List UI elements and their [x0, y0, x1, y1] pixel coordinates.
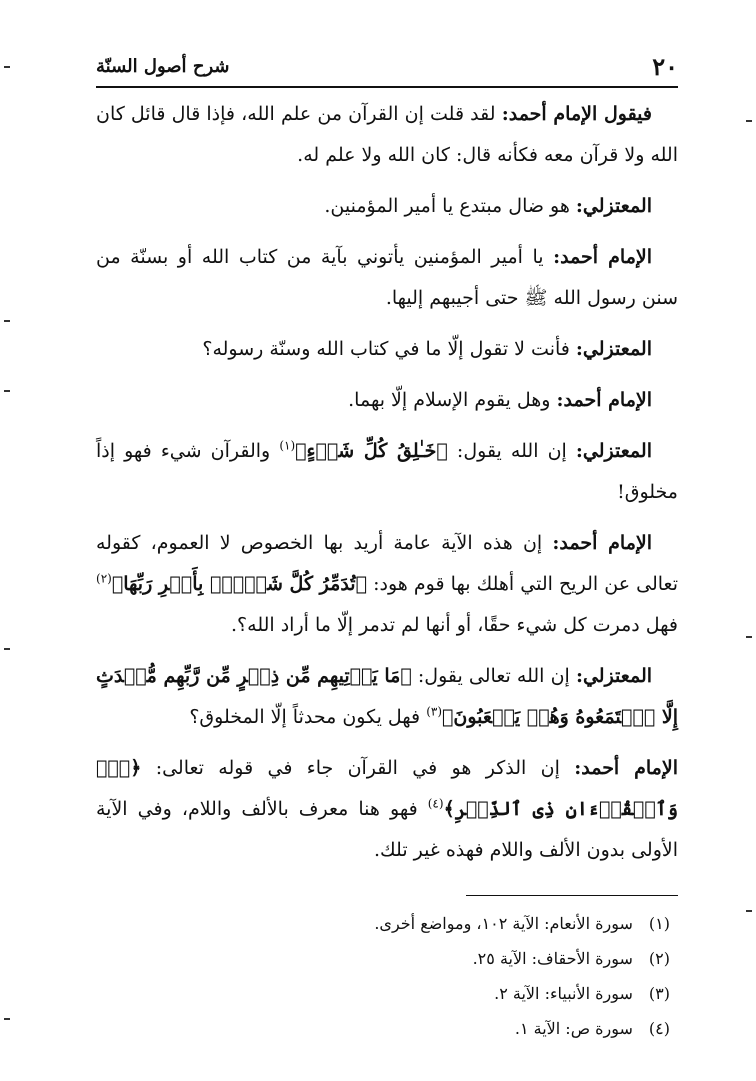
margin-tick: [4, 648, 10, 650]
page-header: [96, 48, 678, 82]
paragraph-text: فهو هنا معرف بالألف واللام، وفي الآية الأولى بدون الألف واللام فهذه غير تلك.: [96, 798, 678, 861]
quran-verse: ﴿صٓۚ وَٱلۡقُرۡءَانِ ذِى ٱلذِّكۡرِ﴾: [96, 757, 678, 820]
margin-tick: [746, 910, 752, 912]
footnote: [96, 976, 678, 1011]
margin-tick: [746, 636, 752, 638]
paragraph-text: إن هذه الآية عامة أريد بها الخصوص لا العموم، كقوله تعالى عن الريح التي أهلك بها قوم هود:: [96, 532, 679, 595]
speaker-label: المعتزلي:: [575, 195, 652, 217]
footnote-rule: [466, 895, 678, 896]
paragraph-text: لقد قلت إن القرآن من علم الله، فإذا قال قائل كان الله ولا قرآن معه فكأنه قال: كان الله ولا علم له.: [96, 103, 678, 166]
speaker-label: الإمام أحمد:: [556, 389, 652, 411]
dialogue-paragraph: [96, 94, 678, 176]
dialogue-paragraph: [96, 431, 678, 513]
page-number: ٢٠: [652, 52, 678, 81]
dialogue-paragraph: [96, 523, 678, 646]
dialogue-paragraph: [96, 329, 678, 370]
margin-tick: [746, 120, 752, 122]
paragraph-text: فهل دمرت كل شيء حقًا، أو أنها لم تدمر إلّا ما أراد الله؟.: [231, 614, 678, 636]
margin-tick: [4, 1018, 10, 1020]
speaker-label: الإمام أحمد:: [552, 532, 652, 554]
footnote: [96, 1011, 678, 1046]
footnote-number: (٣): [648, 984, 670, 1003]
footnote-text: سورة ص: الآية ١.: [514, 1019, 633, 1038]
paragraph-text: إن الذكر هو في القرآن جاء في قوله تعالى:: [155, 757, 560, 779]
paragraph-text: والقرآن شيء فهو إذاً مخلوق!: [96, 440, 678, 503]
footnote-number: (١): [648, 914, 670, 933]
footnote-reference: (٢): [96, 571, 112, 586]
footnote-reference: (١): [279, 438, 296, 453]
speaker-label: فيقول الإمام أحمد:: [501, 103, 653, 125]
margin-tick: [4, 320, 10, 322]
paragraph-text: هو ضال مبتدع يا أمير المؤمنين.: [324, 195, 570, 217]
quran-verse: ﴿تُدَمِّرُ كُلَّ شَىۡءِۭ بِأَمۡرِ رَبِّهَا﴾: [111, 573, 367, 595]
quran-verse: ﴿خَـٰلِقُ كُلِّ شَىۡءٍ﴾: [295, 440, 448, 462]
header-rule: [96, 86, 678, 88]
quran-verse: ﴿مَا يَأۡتِيهِم مِّن ذِكۡرٍ مِّن رَّبِّهِم مُّحۡدَثٍ إِلَّا ٱسۡتَمَعُوهُ وَهُمۡ يَلۡعَبُونَ﴾: [96, 665, 678, 728]
speaker-label: المعتزلي:: [575, 338, 652, 360]
speaker-label: المعتزلي:: [575, 440, 652, 462]
footnote-number: (٢): [648, 949, 670, 968]
margin-tick: [4, 390, 10, 392]
footnote-text: سورة الأنبياء: الآية ٢.: [494, 984, 633, 1003]
footnote-reference: (٣): [426, 704, 443, 719]
dialogue-paragraph: [96, 237, 678, 319]
speaker-label: المعتزلي:: [575, 665, 653, 687]
dialogue-body: [96, 94, 678, 871]
paragraph-text: وهل يقوم الإسلام إلّا بهما.: [348, 389, 551, 411]
speaker-label: الإمام أحمد:: [553, 246, 652, 268]
dialogue-paragraph: [96, 380, 678, 421]
paragraph-text: إن الله تعالى يقول:: [417, 665, 570, 687]
paragraph-text: فأنت لا تقول إلّا ما في كتاب الله وسنّة رسوله؟: [202, 338, 570, 360]
running-title: شرح أصول السنّة: [96, 56, 230, 77]
dialogue-paragraph: [96, 186, 678, 227]
footnote-reference: (٤): [427, 796, 444, 811]
dialogue-paragraph: [96, 656, 678, 738]
footnote-number: (٤): [648, 1019, 670, 1038]
footnote-text: سورة الأنعام: الآية ١٠٢، ومواضع أخرى.: [374, 914, 633, 933]
footnotes: [96, 906, 678, 1046]
margin-tick: [4, 66, 10, 68]
paragraph-text: فهل يكون محدثاً إلّا المخلوق؟: [189, 706, 421, 728]
dialogue-paragraph: [96, 748, 678, 871]
footnote-text: سورة الأحقاف: الآية ٢٥.: [472, 949, 633, 968]
footnote: [96, 941, 678, 976]
speaker-label: الإمام أحمد:: [574, 757, 678, 779]
book-page: [96, 48, 678, 1046]
paragraph-text: يا أمير المؤمنين يأتوني بآية من كتاب الله أو بسنّة من سنن رسول الله ﷺ حتى أجيبهم إليها.: [96, 246, 678, 309]
footnote: [96, 906, 678, 941]
paragraph-text: إن الله يقول:: [456, 440, 567, 462]
